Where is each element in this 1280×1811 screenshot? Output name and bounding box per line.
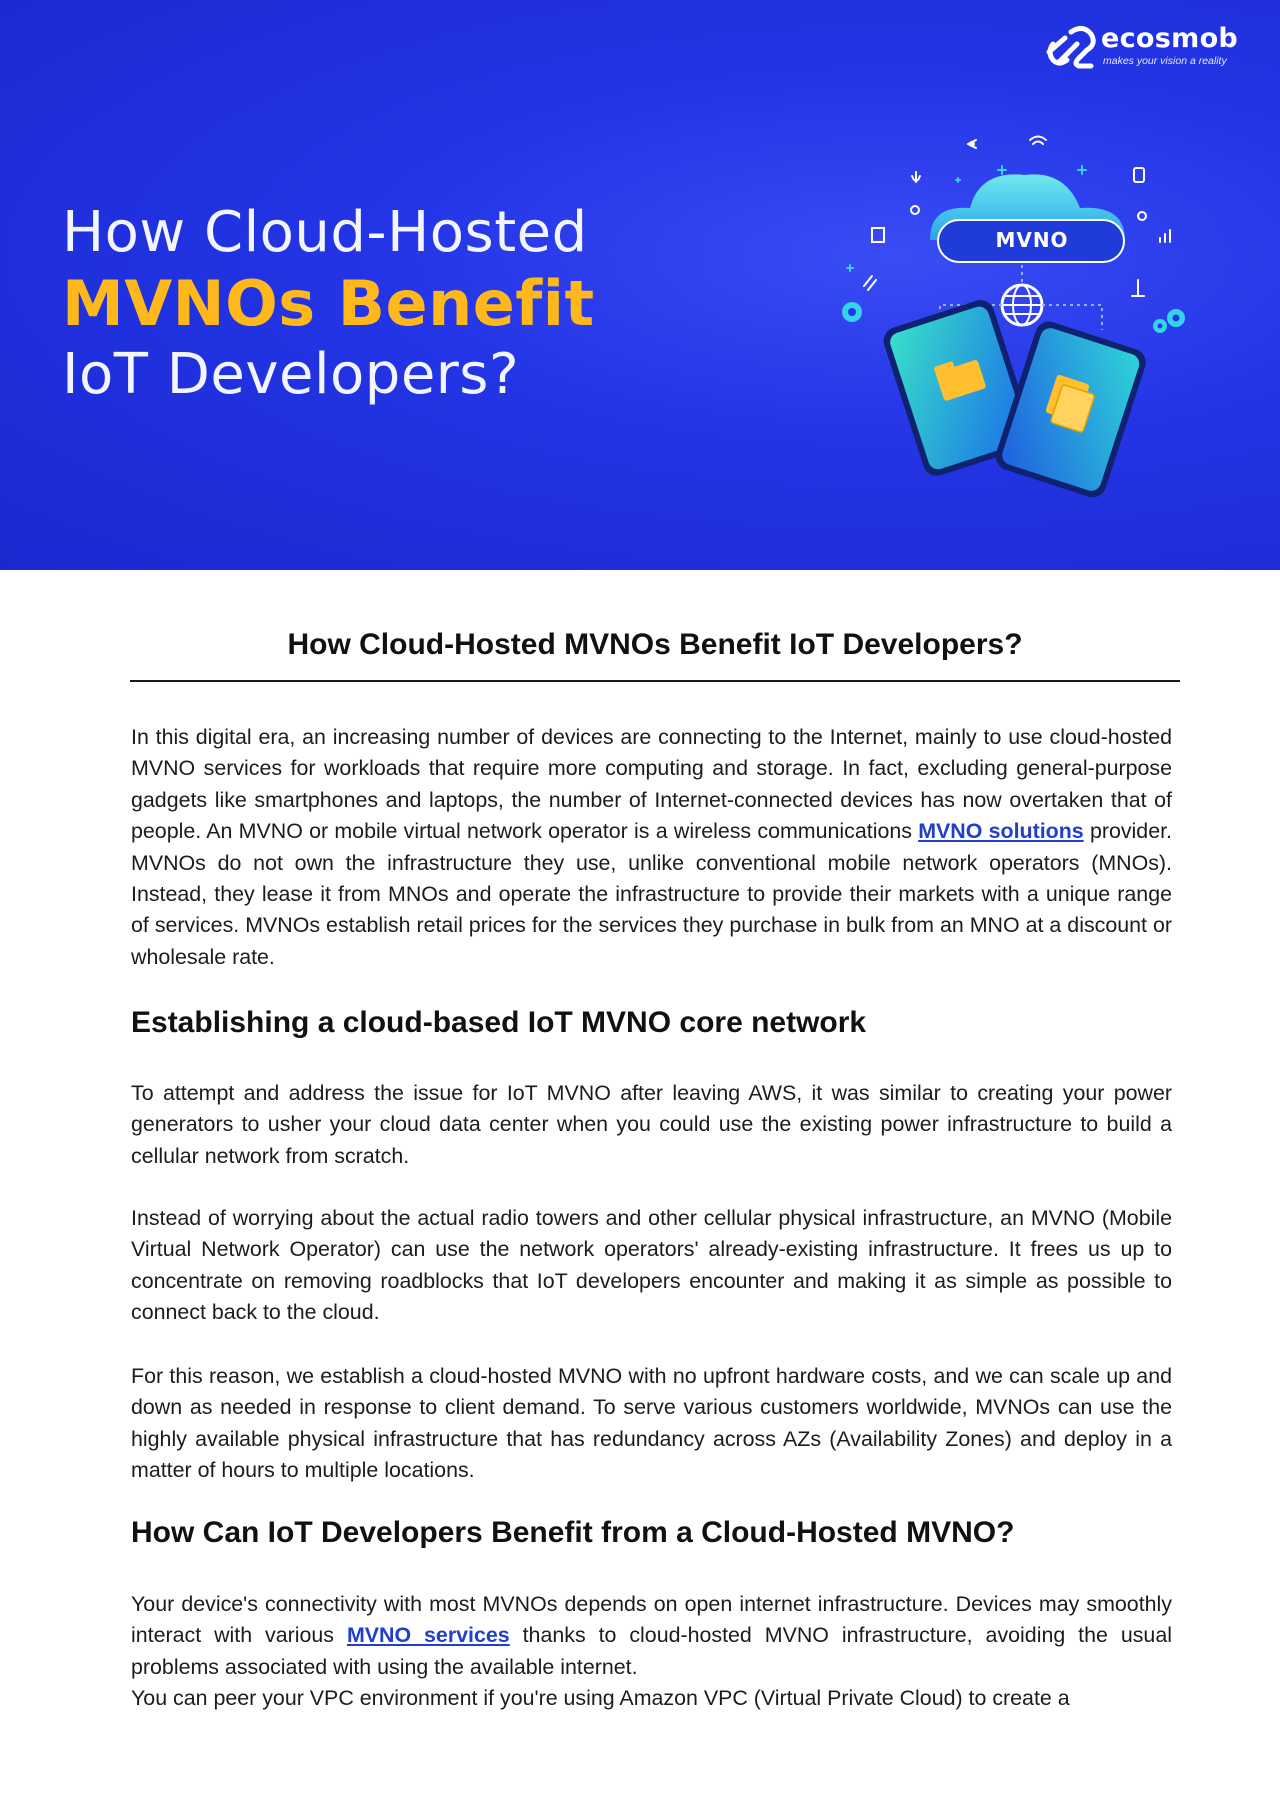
mvno-solutions-link[interactable]: MVNO solutions (918, 819, 1084, 844)
ecosmob-logo-icon (1043, 22, 1099, 70)
section1-paragraph-1: To attempt and address the issue for IoT MVNO after leaving AWS, it was similar to creating your power generators to usher your cloud data center when you could use the existing power infrastructure to build a cellular network from scratch. (131, 1081, 1172, 1168)
brand-logo[interactable] (1043, 22, 1258, 70)
intro-text-after-link: provider. MVNOs do not own the infrastructure they use, unlike conventional mobile network operators (MNOs). Instead, they lease it from MNOs and operate the infrastructure to provide their markets with a unique range of services. MVNOs establish retail prices for the services they purchase in bulk from an MNO at a discount or wholesale rate. (131, 819, 1172, 969)
section2-paragraph-2: You can peer your VPC environment if you're using Amazon VPC (Virtual Private Cloud) to create a (131, 1686, 1070, 1710)
hero-title (62, 200, 595, 407)
section1-heading: Establishing a cloud-based IoT MVNO core network (131, 1006, 867, 1039)
mvno-cloud-label: MVNO (995, 228, 1069, 252)
brand-tagline: makes your vision a reality (1103, 55, 1227, 67)
globe-icon (1002, 285, 1042, 325)
section2-paragraph-1 (131, 1589, 1172, 1683)
mvno-services-link[interactable]: MVNO services (346, 1623, 510, 1648)
section1-paragraph-3: For this reason, we establish a cloud-hosted MVNO with no upfront hardware costs, and we can scale up and down as needed in response to client demand. To serve various customers worldwide, MVNOs can use the highly available physical infrastructure that has redundancy across AZs (Availability Zones) and deploy in a matter of hours to multiple locations. (131, 1364, 1172, 1483)
section2-heading: How Can IoT Developers Benefit from a Cloud-Hosted MVNO? (131, 1516, 1015, 1549)
intro-text-before-link: In this digital era, an increasing number of devices are connecting to the Internet, mainly to use cloud-hosted MVNO services for workloads that require more computing and storage. In fact, excluding general-purpose gadgets like smartphones and laptops, the number of Internet-connected devices has now overtaken that of people. An MVNO or mobile virtual network operator is a wireless communications (131, 725, 1172, 844)
brand-name: ecosmob (1101, 23, 1239, 54)
phone-right-icon (992, 318, 1149, 501)
cloud-phones-graphic (820, 120, 1210, 510)
hero-banner (0, 0, 1280, 570)
mvno-illustration (820, 120, 1210, 510)
page-title: How Cloud-Hosted MVNOs Benefit IoT Developers? (287, 628, 1023, 661)
hero-title-line1: How Cloud-Hosted (62, 200, 588, 265)
section1-paragraph-2: Instead of worrying about the actual radio towers and other cellular physical infrastructure, an MVNO (Mobile Virtual Network Operator) can use the network operators' already-existing infrastructure. It frees us up to concentrate on removing roadblocks that IoT developers encounter and making it as simple as possible to connect back to the cloud. (131, 1206, 1172, 1325)
section2-text-before-link: Your device's connectivity with most MVNOs depends on open internet infrastructure. Devices may smoothly interact with various (131, 1592, 1172, 1648)
section2-text-after-link: thanks to cloud-hosted MVNO infrastructure, avoiding the usual problems associated with using the available internet. (131, 1623, 1172, 1679)
title-divider (130, 680, 1180, 682)
intro-paragraph (131, 722, 1172, 973)
hero-title-line2: MVNOs Benefit (62, 267, 595, 340)
hero-title-line3: IoT Developers? (62, 342, 520, 407)
